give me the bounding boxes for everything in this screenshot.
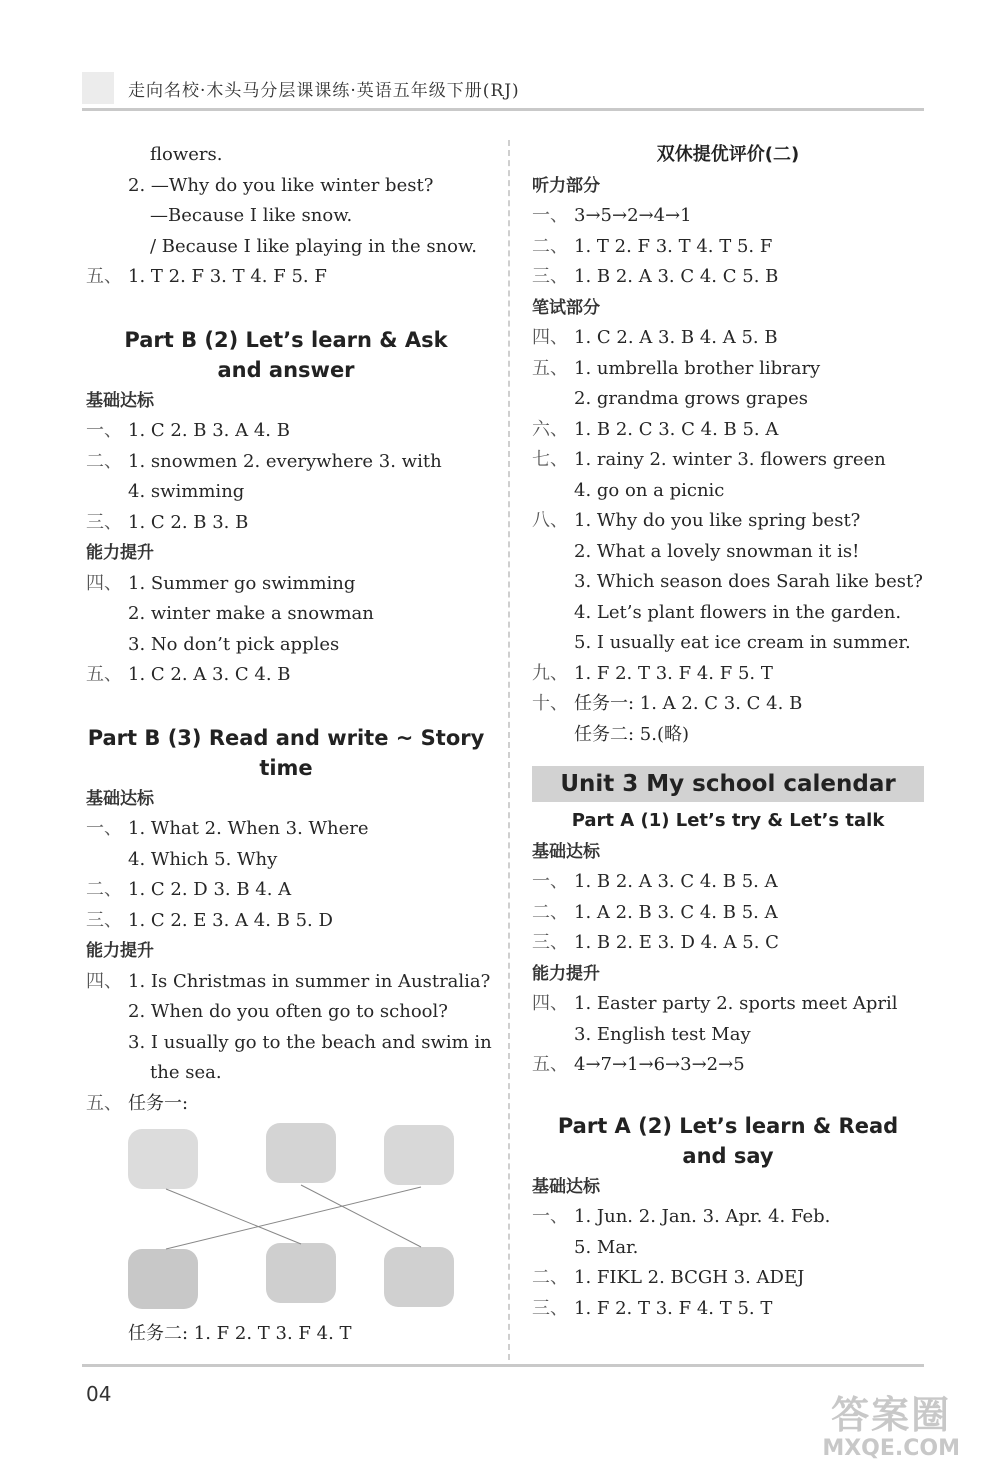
question-mark: 五、 (532, 357, 568, 379)
answer-line (532, 989, 924, 1020)
subheading-basic: 基础达标 (86, 390, 154, 411)
question-mark: 三、 (532, 1297, 568, 1319)
answer-line (532, 867, 924, 898)
answer-text: 1. C 2. D 3. B 4. A (128, 879, 292, 900)
answer-line: 2. winter make a snowman (128, 603, 374, 624)
answer-line (86, 875, 486, 906)
answer-line: 4. go on a picnic (574, 479, 725, 501)
answer-line (86, 906, 486, 937)
answer-text: 1. F 2. T 3. F 4. F 5. T (574, 662, 773, 684)
answer-text: 1. What 2. When 3. Where (128, 818, 369, 839)
answer-line (86, 262, 486, 293)
answer-text: 1. B 2. A 3. C 4. C 5. B (574, 266, 779, 287)
answer-text: 3→5→2→4→1 (574, 205, 692, 226)
answer-line (532, 506, 924, 537)
answer-line (86, 447, 486, 478)
question-mark: 五、 (86, 266, 122, 287)
answer-text: 1. C 2. A 3. B 4. A 5. B (574, 327, 778, 348)
question-mark: 一、 (86, 420, 122, 441)
answer-line: 3. No don’t pick apples (128, 633, 340, 655)
answer-line (86, 569, 486, 600)
answer-line (532, 232, 924, 263)
question-mark: 五、 (86, 664, 122, 685)
answer-line (532, 898, 924, 929)
column-divider (508, 140, 510, 1360)
answer-text: 任务一: (128, 1092, 189, 1114)
answer-text: 1. C 2. E 3. A 4. B 5. D (128, 909, 333, 931)
question-mark: 二、 (532, 901, 568, 923)
section-title-a2-cont: and say (682, 1144, 774, 1168)
question-mark: 二、 (532, 235, 568, 257)
answer-line: 5. I usually eat ice cream in summer. (574, 632, 911, 653)
right-column (532, 140, 924, 1324)
answer-line: 3. Which season does Sarah like best? (574, 571, 923, 592)
question-mark: 六、 (532, 418, 568, 440)
question-mark: 九、 (532, 662, 568, 684)
section-title-a2: Part A (2) Let’s learn & Read (557, 1113, 899, 1138)
question-mark: 二、 (532, 1267, 568, 1288)
section-title-b2: Part B (2) Let’s learn & Ask (124, 327, 448, 352)
answer-line: flowers. (150, 144, 223, 165)
question-mark: 八、 (532, 510, 568, 531)
answer-text: 1. umbrella brother library (574, 357, 821, 379)
section-title-b2-cont: and answer (217, 358, 355, 382)
answer-text: 1. Is Christmas in summer in Australia? (128, 970, 491, 992)
answer-text: 1. Jun. 2. Jan. 3. Apr. 4. Feb. (574, 1206, 831, 1227)
answer-line (532, 415, 924, 446)
question-mark: 三、 (532, 932, 568, 953)
answer-text: 1. C 2. B 3. A 4. B (128, 420, 290, 441)
answer-line (86, 508, 486, 539)
answer-line (532, 1263, 924, 1294)
header-logo-box (82, 72, 114, 104)
question-mark: 二、 (86, 879, 122, 900)
subheading-written: 笔试部分 (532, 297, 600, 318)
answer-line: 2. grandma grows grapes (574, 388, 808, 409)
answer-text: 1. B 2. A 3. C 4. B 5. A (574, 871, 778, 892)
answer-line: 4. Let’s plant flowers in the garden. (574, 601, 902, 623)
answer-text: 1. Summer go swimming (128, 572, 356, 594)
question-mark: 五、 (86, 1092, 122, 1114)
question-mark: 一、 (86, 818, 122, 839)
answer-line: the sea. (150, 1062, 222, 1083)
question-mark: 三、 (532, 266, 568, 287)
answer-text: 1. T 2. F 3. T 4. F 5. F (128, 266, 327, 287)
answer-line (86, 814, 486, 845)
subheading-basic: 基础达标 (86, 788, 154, 809)
question-mark: 一、 (532, 205, 568, 226)
subheading-ability: 能力提升 (532, 963, 600, 984)
left-column (86, 140, 492, 1350)
answer-line: 4. swimming (128, 481, 245, 502)
answer-line: 4. Which 5. Why (128, 848, 278, 870)
answer-line (532, 928, 924, 959)
matching-lines (86, 1119, 486, 1319)
question-mark: 十、 (532, 693, 568, 714)
answer-line (532, 354, 924, 385)
answer-line: 2. —Why do you like winter best? (128, 174, 434, 196)
watermark-url: MXQE.COM (822, 1435, 960, 1461)
watermark-text: 答案圈 (831, 1393, 952, 1437)
question-mark: 四、 (532, 327, 568, 348)
question-mark: 一、 (532, 1206, 568, 1227)
evaluation-title: 双休提优评价(二) (656, 144, 800, 165)
answer-line (532, 201, 924, 232)
answer-line: 5. Mar. (574, 1236, 639, 1258)
answer-line: 3. I usually go to the beach and swim in (128, 1031, 492, 1053)
section-title-a1: Part A (1) Let’s try & Let’s talk (571, 810, 885, 831)
answer-line (532, 689, 924, 720)
answer-text: 1. FIKL 2. BCGH 3. ADEJ (574, 1267, 805, 1288)
answer-text: 4→7→1→6→3→2→5 (574, 1054, 745, 1075)
header-title: 走向名校·木头马分层课课练·英语五年级下册(RJ) (128, 81, 520, 101)
answer-line: 任务二: 1. F 2. T 3. F 4. T (128, 1323, 352, 1344)
answer-line: 2. When do you often go to school? (128, 1001, 448, 1022)
question-mark: 四、 (86, 970, 122, 992)
section-title-b3: Part B (3) Read and write ~ Story (87, 725, 485, 750)
answer-text: 1. B 2. E 3. D 4. A 5. C (574, 932, 779, 953)
header-rule (82, 108, 924, 111)
unit-banner: Unit 3 My school calendar (532, 766, 924, 802)
answer-line (532, 445, 924, 476)
answer-line (532, 1294, 924, 1325)
answer-text: 1. snowmen 2. everywhere 3. with (128, 450, 442, 472)
answer-line: —Because I like snow. (150, 205, 353, 226)
question-mark: 四、 (86, 572, 122, 594)
subheading-ability: 能力提升 (86, 941, 154, 961)
answer-line (86, 660, 486, 691)
answer-line: 任务二: 5.(略) (574, 723, 690, 745)
question-mark: 三、 (86, 511, 122, 533)
page-number: 04 (86, 1382, 112, 1406)
answer-text: 任务一: 1. A 2. C 3. C 4. B (574, 693, 803, 714)
answer-text: 1. T 2. F 3. T 4. T 5. F (574, 235, 773, 257)
answer-line (532, 262, 924, 293)
question-mark: 四、 (532, 993, 568, 1014)
question-mark: 二、 (86, 450, 122, 472)
answer-text: 1. Easter party 2. sports meet April (574, 993, 898, 1014)
subheading-basic: 基础达标 (532, 1176, 600, 1197)
answer-text: 1. C 2. A 3. C 4. B (128, 664, 291, 685)
answer-line: 3. English test May (574, 1023, 751, 1045)
subheading-ability: 能力提升 (86, 543, 154, 563)
answer-text: 1. Why do you like spring best? (574, 510, 861, 531)
answer-text: 1. B 2. C 3. C 4. B 5. A (574, 418, 779, 440)
answer-line: / Because I like playing in the snow. (150, 235, 478, 257)
answer-line (86, 967, 491, 998)
answer-text: 1. F 2. T 3. F 4. T 5. T (574, 1297, 773, 1319)
answer-line (532, 1202, 924, 1233)
answer-line: 2. What a lovely snowman it is! (574, 540, 860, 562)
answer-text: 1. A 2. B 3. C 4. B 5. A (574, 901, 778, 923)
question-mark: 七、 (532, 449, 568, 470)
answer-line (532, 659, 924, 690)
question-mark: 五、 (532, 1054, 568, 1075)
matching-illustration (86, 1119, 486, 1319)
section-title-b3-cont: time (259, 756, 313, 780)
answer-line (532, 323, 924, 354)
subheading-listening: 听力部分 (532, 175, 600, 196)
answer-line (86, 1089, 486, 1120)
answer-text: 1. C 2. B 3. B (128, 511, 249, 533)
question-mark: 一、 (532, 871, 568, 892)
subheading-basic: 基础达标 (532, 841, 600, 862)
answer-text: 1. rainy 2. winter 3. flowers green (574, 449, 886, 470)
answer-line (532, 1050, 924, 1081)
watermark-logo (822, 1395, 960, 1461)
answer-line (86, 416, 486, 447)
question-mark: 三、 (86, 909, 122, 931)
footer-rule (82, 1364, 924, 1367)
